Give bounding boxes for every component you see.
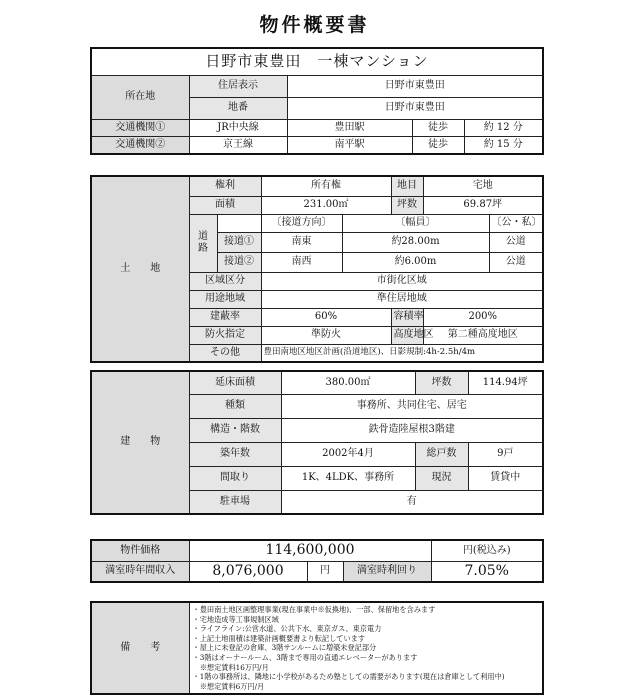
note-line: ※想定賃料6万円/月 — [192, 681, 265, 691]
note-line: ※想定賃料16万円/月 — [192, 662, 269, 672]
road-2-direction: 南西 — [261, 252, 342, 272]
road-header-type: 〔公・私〕 — [489, 214, 543, 232]
road-label-text: 道路 — [198, 231, 208, 254]
floor-plan-value: 1K、4LDK、事務所 — [281, 466, 415, 490]
use-district-value: 準住居地域 — [261, 290, 543, 308]
zoning-value: 市街化区域 — [261, 272, 543, 290]
height-district-value: 第二種高度地区 — [423, 326, 543, 344]
yield-label: 満室時利回り — [343, 561, 431, 582]
rights-value: 所有権 — [261, 176, 391, 196]
use-district-label: 用途地域 — [189, 290, 261, 308]
property-name: 日野市東豊田 一棟マンション — [91, 48, 543, 76]
floor-area-ratio-value: 200% — [423, 308, 543, 326]
height-district-label: 高度地区 — [391, 326, 423, 344]
note-line: ・上記土地面積は建築計画概要書より転記しています — [192, 633, 366, 643]
price-unit: 円(税込み) — [431, 540, 543, 561]
transport-2-mode: 徒歩 — [412, 137, 464, 154]
transport-2-line: 京王線 — [189, 137, 287, 154]
fire-zone-label: 防火指定 — [189, 326, 261, 344]
annual-income-label: 満室時年間収入 — [91, 561, 189, 582]
building-type-value: 事務所、共同住宅、居宅 — [281, 394, 543, 418]
road-label — [189, 214, 217, 272]
structure-value: 鉄骨造陸屋根3階建 — [281, 418, 543, 442]
address-display-label: 住居表示 — [189, 76, 287, 98]
note-line: ・1階の事務所は、隣地に小学校があるため塾としての需要があります(現在は倉庫として利用中) — [192, 672, 505, 682]
total-units-label: 総戸数 — [415, 442, 468, 466]
notes-body — [189, 602, 543, 694]
location-table — [90, 47, 544, 155]
floor-area-value: 380.00㎡ — [281, 371, 415, 394]
coverage-label: 建蔽率 — [189, 308, 261, 326]
transport-1-station: 豊田駅 — [287, 120, 412, 137]
note-line: ・豊田南土地区画整理事業(現在事業中※仮換地)、一部、保留地を含みます — [192, 605, 436, 614]
lot-number-value: 日野市東豊田 — [287, 98, 543, 120]
transport-2-label: 交通機関② — [91, 137, 189, 154]
notes-label: 備 考 — [91, 602, 189, 694]
road-2-type: 公道 — [489, 252, 543, 272]
built-date-value: 2002年4月 — [281, 442, 415, 466]
transport-1-line: JR中央線 — [189, 120, 287, 137]
price-table — [90, 539, 544, 583]
floor-plan-label: 間取り — [189, 466, 281, 490]
total-units-value: 9戸 — [468, 442, 543, 466]
parking-value: 有 — [281, 490, 543, 514]
building-type-label: 種類 — [189, 394, 281, 418]
road-1-type: 公道 — [489, 232, 543, 252]
note-line: ・屋上に未登記の倉庫、3階サンルームに増築未登記部分 — [192, 643, 377, 653]
transport-1-minutes: 約 12 分 — [464, 120, 543, 137]
current-status-value: 賃貸中 — [468, 466, 543, 490]
transport-1-label: 交通機関① — [91, 120, 189, 137]
land-area-value: 231.00㎡ — [261, 196, 391, 214]
price-label: 物件価格 — [91, 540, 189, 561]
location-label: 所在地 — [91, 76, 189, 120]
lot-number-label: 地番 — [189, 98, 287, 120]
rights-label: 権利 — [189, 176, 261, 196]
floor-tsubo-value: 114.94坪 — [468, 371, 543, 394]
note-line: ・宅地造成等工事規制区域 — [192, 614, 279, 624]
floor-tsubo-label: 坪数 — [415, 371, 468, 394]
transport-1-mode: 徒歩 — [412, 120, 464, 137]
land-area-label: 面積 — [189, 196, 261, 214]
yield-value: 7.05% — [431, 561, 543, 582]
road-1-label: 接道① — [217, 232, 261, 252]
other-label: その他 — [189, 344, 261, 362]
road-2-label: 接道② — [217, 252, 261, 272]
road-header-width: 〔幅員〕 — [342, 214, 489, 232]
address-display-value: 日野市東豊田 — [287, 76, 543, 98]
parking-label: 駐車場 — [189, 490, 281, 514]
road-header-direction: 〔接道方向〕 — [261, 214, 342, 232]
structure-label: 構造・階数 — [189, 418, 281, 442]
transport-2-station: 南平駅 — [287, 137, 412, 154]
page-title: 物件概要書 — [259, 14, 370, 36]
road-1-direction: 南東 — [261, 232, 342, 252]
zoning-label: 区域区分 — [189, 272, 261, 290]
road-1-width: 約28.00m — [342, 232, 489, 252]
price-value: 114,600,000 — [189, 540, 431, 561]
notes-table — [90, 601, 544, 695]
road-2-width: 約6.00m — [342, 252, 489, 272]
floor-area-ratio-label: 容積率 — [391, 308, 423, 326]
building-table — [90, 370, 544, 515]
current-status-label: 現況 — [415, 466, 468, 490]
coverage-value: 60% — [261, 308, 391, 326]
floor-area-label: 延床面積 — [189, 371, 281, 394]
built-date-label: 築年数 — [189, 442, 281, 466]
note-line: ・ライフライン:公営水道、公共下水、東京ガス、東京電力 — [192, 624, 382, 634]
note-line: ・3階はオーナールーム、3階まで専用の直通エレベーターがあります — [192, 652, 418, 662]
fire-zone-value: 準防火 — [261, 326, 391, 344]
land-section-label: 土 地 — [91, 176, 189, 362]
land-category-label: 地目 — [391, 176, 423, 196]
other-value: 豊田南地区地区計画(沿道地区)、日影規制:4h-2.5h/4m — [261, 344, 543, 362]
transport-2-minutes: 約 15 分 — [464, 137, 543, 154]
building-section-label: 建 物 — [91, 371, 189, 514]
land-category-value: 宅地 — [423, 176, 543, 196]
land-tsubo-label: 坪数 — [391, 196, 423, 214]
annual-income-unit: 円 — [307, 561, 343, 582]
land-tsubo-value: 69.87坪 — [423, 196, 543, 214]
annual-income-value: 8,076,000 — [189, 561, 307, 582]
land-table — [90, 175, 544, 363]
